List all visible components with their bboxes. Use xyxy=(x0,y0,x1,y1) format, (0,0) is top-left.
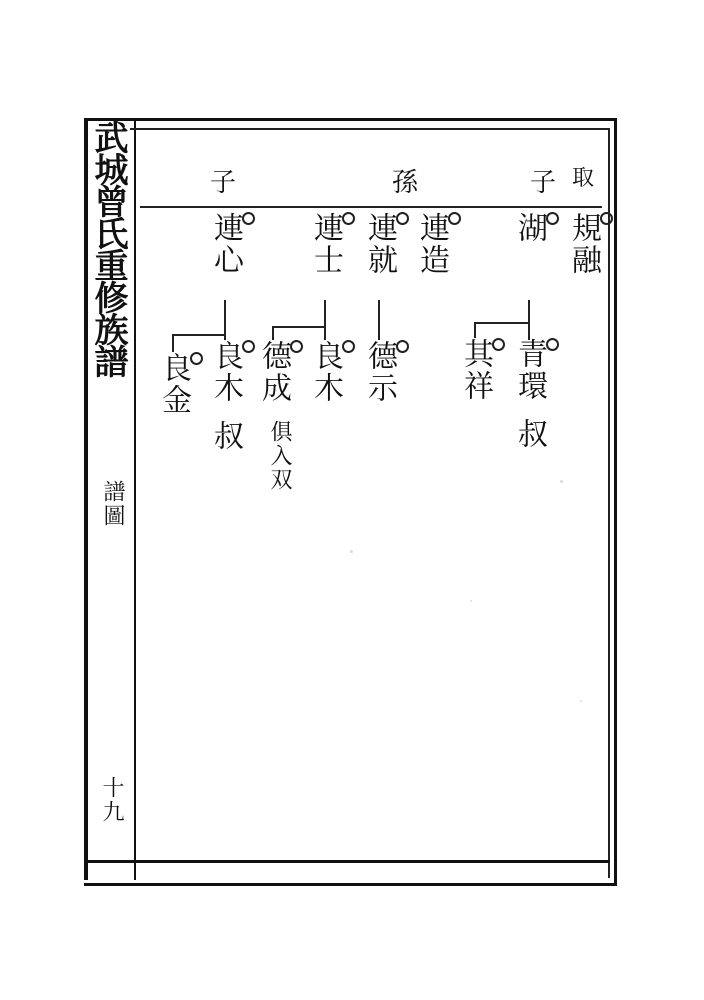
lineage-line xyxy=(474,322,476,338)
lineage-circle-icon xyxy=(448,212,461,225)
lineage-circle-icon xyxy=(342,212,355,225)
lineage-circle-icon xyxy=(600,212,613,225)
person-name: 良木 xyxy=(208,340,255,404)
person-note: 俱入双 xyxy=(267,420,292,492)
scan-speck xyxy=(580,700,582,702)
lineage-line xyxy=(324,300,326,340)
person-name: 良金 xyxy=(156,352,203,416)
generation-label: 子 xyxy=(530,168,557,198)
lineage-circle-icon xyxy=(492,338,505,351)
person-name: 青環 xyxy=(512,338,559,402)
person-name: 德示 xyxy=(362,340,409,404)
scan-speck xyxy=(470,600,472,602)
lineage-circle-icon xyxy=(546,338,559,351)
person-name: 德成 xyxy=(256,340,303,404)
person-name: 其祥 xyxy=(458,338,505,402)
lineage-line xyxy=(378,300,380,340)
generation-label: 孫 xyxy=(392,168,419,198)
lineage-line xyxy=(172,334,174,352)
lineage-circle-icon xyxy=(396,340,409,353)
person-name: 湖 xyxy=(512,212,559,244)
person-note: 叔 xyxy=(208,420,243,452)
lineage-circle-icon xyxy=(342,340,355,353)
scan-speck xyxy=(560,480,563,483)
lineage-branch xyxy=(474,322,530,324)
person-name: 連士 xyxy=(308,212,355,276)
person-name: 連造 xyxy=(414,212,461,276)
page-number: 十九 xyxy=(99,776,124,824)
person-name: 連就 xyxy=(362,212,409,276)
lineage-branch xyxy=(172,334,226,336)
bottom-rule xyxy=(88,860,610,863)
generation-label: 子 xyxy=(210,168,237,198)
person-name: 連心 xyxy=(208,212,255,276)
lineage-circle-icon xyxy=(190,352,203,365)
lineage-line xyxy=(272,326,274,340)
scan-speck xyxy=(350,550,353,553)
lineage-branch xyxy=(272,326,326,328)
person-name: 良木 xyxy=(308,340,355,404)
lineage-circle-icon xyxy=(396,212,409,225)
top-fragment: 取 xyxy=(572,166,595,191)
book-title: 武城曾氏重修族譜 xyxy=(88,120,128,376)
lineage-circle-icon xyxy=(546,212,559,225)
lineage-line xyxy=(528,300,530,340)
header-rule xyxy=(140,206,602,208)
lineage-circle-icon xyxy=(290,340,303,353)
person-note: 叔 xyxy=(512,418,547,450)
section-label: 譜圖 xyxy=(100,480,125,528)
lineage-circle-icon xyxy=(242,212,255,225)
person-name: 規融 xyxy=(566,212,613,276)
lineage-circle-icon xyxy=(242,340,255,353)
